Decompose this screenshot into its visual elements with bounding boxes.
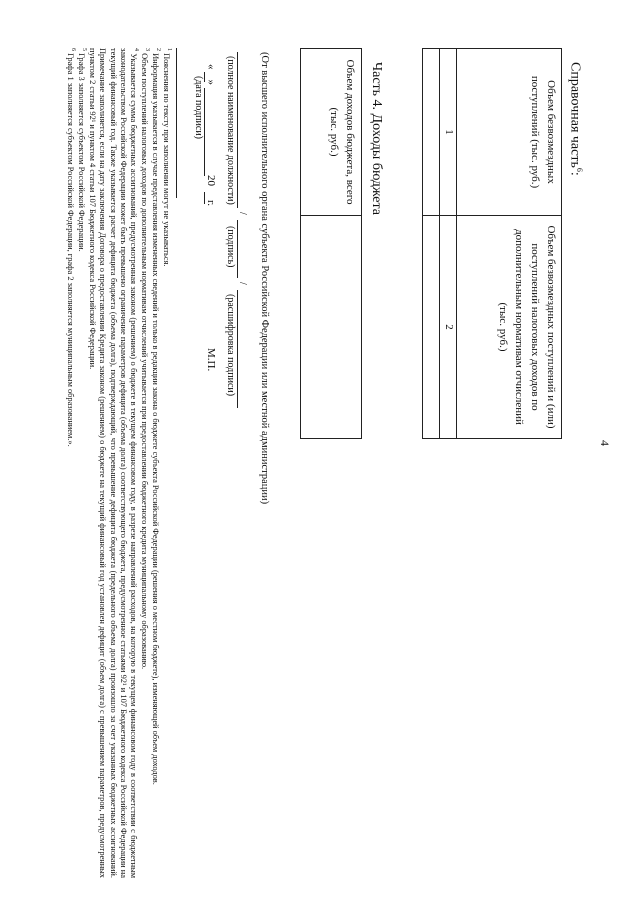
signature-line — [237, 220, 238, 278]
page-number: 4 — [598, 440, 612, 446]
footnote-2: $^2$ Информация указывается в случае представления измененных сведений и только в редакции закона о бюджете субъекта Российской Федерации (решения о местном бюджете), изменяющей объем доходов. — [151, 48, 161, 785]
position-label: (полное наименование должности) — [225, 56, 236, 205]
day-line — [204, 72, 205, 82]
quote-open: « — [205, 64, 217, 70]
decoding-label: (расшифровка подписи) — [225, 294, 236, 397]
reference-table — [422, 48, 562, 439]
date-label: (дата подписи) — [193, 76, 204, 140]
part4-title: Часть 4. Доходы бюджета — [369, 62, 384, 216]
quote-close: » — [205, 79, 217, 85]
income-col1-header: Объем доходов бюджета, всего (тыс. руб.) — [301, 49, 362, 216]
footnotes — [65, 48, 172, 878]
footnote-6: $^6$ Графа 1 заполняется субъектом Российской Федерации, графа 2 заполняется муниципальным образованием.». — [65, 48, 76, 447]
footnote-5: $^5$ Графа 3 заполняется субъектом Российской Федерации. — [77, 48, 87, 252]
income-table — [300, 48, 362, 439]
year-prefix: 20 — [205, 175, 217, 186]
position-line — [237, 52, 238, 208]
footnote-rule — [176, 48, 177, 198]
seal-mark: М.П. — [205, 348, 217, 372]
signature-label: (подпись) — [225, 226, 236, 268]
date-field — [205, 64, 217, 206]
month-line — [204, 88, 205, 176]
income-col2-value — [301, 216, 362, 439]
footnote-4: $^4$ Указывается сумма бюджетных ассигнований, предусмотренная законом (решением) о бюджете в текущем финансовом году, в разрезе направлений расходов, на которую в текущем финансовом году в соответствии с бюджетным законодательством Российской Федерации может быть превышено ограничение параметров дефицита (объема долга) соответствующего бюджета, предусмотренное статьями 92¹ и 107 Бюджетного кодекса Российской Федерации на текущий финансовый год. Также указывается расчет дефицита бюджета (объема долга), подтверждающий, что превышение дефицита бюджета (предельного объема долга) произошло за счет указанных бюджетных ассигнований. Примечание заполняется, если на дату заключения Договора о предоставлении Кредита законом (решением) о бюджете на текущий финансовый год установлен дефицит (объем долга) с превышением параметров, предусмотренных пунктом 2 статьи 92¹ и пунктом 4 статьи 107 Бюджетного кодекса Российской Федерации. — [88, 48, 139, 879]
year-suffix: г. — [205, 200, 217, 207]
footnote-3: $^3$ Объем поступлений налоговых доходов по дополнительным нормативам отчислений учитывается при предоставлении бюджетного кредита муниципальному образованию. — [140, 48, 150, 670]
ref-col1-number: 1 — [440, 49, 457, 216]
ref-col1-header: Объем безвозмездных поступлений (тыс. руб.) — [457, 49, 562, 216]
year-line — [204, 192, 205, 204]
ref-col2-header: Объем безвозмездных поступлений и (или) поступлений налоговых доходов по дополнительным нормативам отчислений (тыс. руб.) — [457, 216, 562, 439]
ref-col2-value — [423, 216, 440, 439]
slash-2: / — [237, 282, 248, 285]
ref-col1-value — [423, 49, 440, 216]
slash-1: / — [237, 212, 248, 215]
footnote-mark-6: 6 — [575, 167, 584, 172]
ref-col2-number: 2 — [440, 216, 457, 439]
reference-title-text: Справочная часть — [567, 62, 583, 168]
signatory-text: (От высшего исполнительного органа субъекта Российской Федерации или местной администрации) — [259, 52, 270, 505]
decoding-line — [237, 290, 238, 408]
footnote-1: $^1$ Пояснения по тексту при заполнении могут не указываться. — [162, 48, 172, 267]
reference-title-colon: : — [567, 171, 583, 176]
reference-section-title — [566, 62, 584, 176]
